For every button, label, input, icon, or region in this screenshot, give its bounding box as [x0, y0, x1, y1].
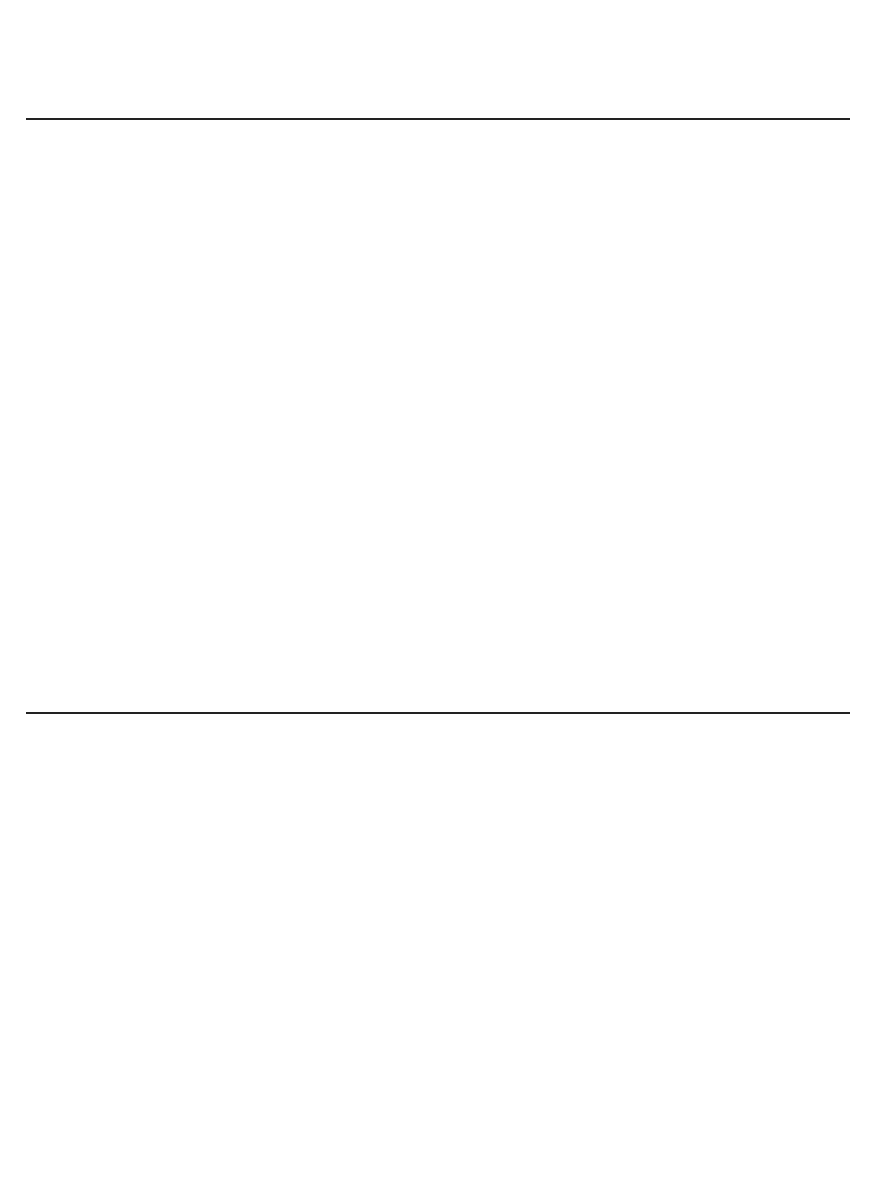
middle-rule — [26, 712, 850, 714]
channel-grid-bottom — [26, 720, 850, 1182]
channel-grid-top — [26, 124, 850, 706]
top-rule — [26, 118, 850, 120]
masthead — [26, 38, 856, 120]
